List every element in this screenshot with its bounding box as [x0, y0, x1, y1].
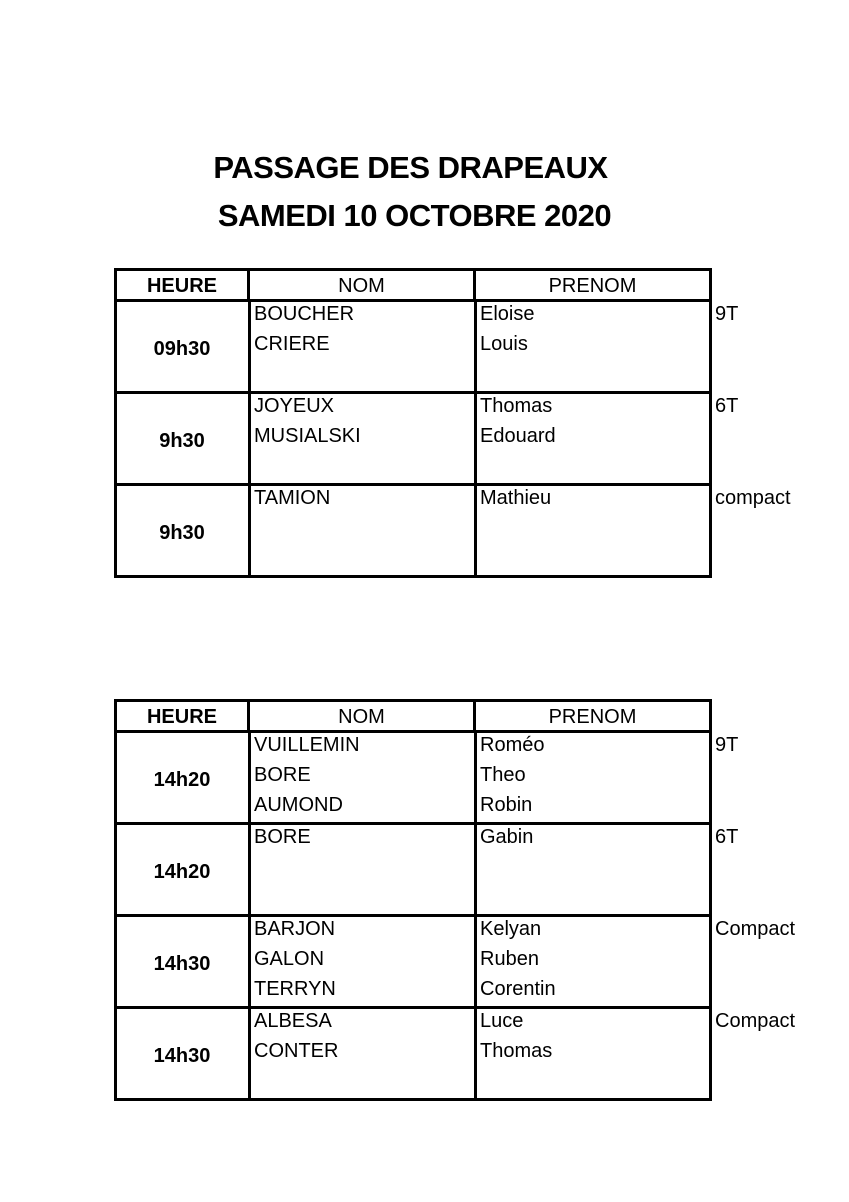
nom-cell: BARJON — [254, 918, 336, 940]
row-category: Compact — [715, 1010, 796, 1032]
row-prenoms — [480, 299, 534, 359]
column-divider — [474, 825, 477, 917]
prenom-cell: Thomas — [480, 1040, 553, 1062]
nom-cell: VUILLEMIN — [254, 734, 360, 756]
prenom-cell: Corentin — [480, 978, 556, 1000]
prenom-cell: Robin — [480, 794, 533, 816]
row-time: 09h30 — [153, 338, 211, 360]
prenom-cell: Edouard — [480, 425, 556, 447]
table-row — [0, 825, 849, 917]
row-prenoms — [480, 914, 556, 1004]
table-row — [0, 486, 849, 578]
nom-cell: TAMION — [254, 487, 331, 509]
nom-cell: MUSIALSKI — [254, 425, 361, 447]
table-row — [0, 733, 849, 825]
row-category: 9T — [715, 734, 739, 756]
nom-cell: CRIERE — [254, 333, 330, 355]
nom-cell: CONTER — [254, 1040, 339, 1062]
row-prenoms — [480, 822, 533, 852]
row-category: 6T — [715, 826, 739, 848]
nom-cell: ALBESA — [254, 1010, 332, 1032]
prenom-cell: Louis — [480, 333, 528, 355]
prenom-cell: Eloise — [480, 303, 535, 325]
row-prenoms — [480, 391, 556, 451]
nom-cell: TERRYN — [254, 978, 336, 1000]
nom-cell: BORE — [254, 764, 311, 786]
prenom-cell: Roméo — [480, 734, 545, 756]
header-nom: NOM — [250, 268, 476, 302]
prenom-cell: Thomas — [480, 395, 553, 417]
nom-cell: BORE — [254, 826, 311, 848]
row-noms — [254, 822, 311, 852]
row-noms — [254, 914, 336, 1004]
row-category: 6T — [715, 395, 739, 417]
row-time: 14h20 — [153, 769, 211, 791]
prenom-cell: Theo — [480, 764, 526, 786]
page-subtitle: SAMEDI 10 OCTOBRE 2020 — [217, 198, 612, 233]
row-category: 9T — [715, 303, 739, 325]
header-prenom: PRENOM — [476, 268, 712, 302]
prenom-cell: Luce — [480, 1010, 524, 1032]
row-time: 9h30 — [159, 522, 205, 544]
column-divider — [474, 917, 477, 1009]
nom-cell: GALON — [254, 948, 325, 970]
column-divider — [474, 733, 477, 825]
row-category: Compact — [715, 918, 796, 940]
row-category: compact — [715, 487, 791, 509]
row-noms — [254, 1006, 338, 1066]
header-heure: HEURE — [114, 268, 250, 302]
prenom-cell: Kelyan — [480, 918, 542, 940]
prenom-cell: Ruben — [480, 948, 539, 970]
column-divider — [474, 302, 477, 394]
row-noms — [254, 391, 361, 451]
table-row — [0, 394, 849, 486]
row-noms — [254, 299, 354, 359]
row-time: 9h30 — [159, 430, 205, 452]
row-noms — [254, 483, 330, 513]
row-time: 14h30 — [153, 1045, 211, 1067]
header-heure: HEURE — [114, 699, 250, 733]
prenom-cell: Mathieu — [480, 487, 552, 509]
column-divider — [474, 1009, 477, 1101]
nom-cell: BOUCHER — [254, 303, 355, 325]
nom-cell: AUMOND — [254, 794, 343, 816]
table-row — [0, 302, 849, 394]
table-row — [0, 917, 849, 1009]
row-prenoms — [480, 730, 544, 820]
row-noms — [254, 730, 360, 820]
row-time: 14h30 — [153, 953, 211, 975]
column-divider — [474, 486, 477, 578]
row-prenoms — [480, 1006, 552, 1066]
page-title: PASSAGE DES DRAPEAUX — [213, 150, 608, 185]
table-row — [0, 1009, 849, 1101]
row-time: 14h20 — [153, 861, 211, 883]
row-prenoms — [480, 483, 551, 513]
header-nom: NOM — [250, 699, 476, 733]
nom-cell: JOYEUX — [254, 395, 335, 417]
prenom-cell: Gabin — [480, 826, 534, 848]
column-divider — [474, 394, 477, 486]
header-prenom: PRENOM — [476, 699, 712, 733]
